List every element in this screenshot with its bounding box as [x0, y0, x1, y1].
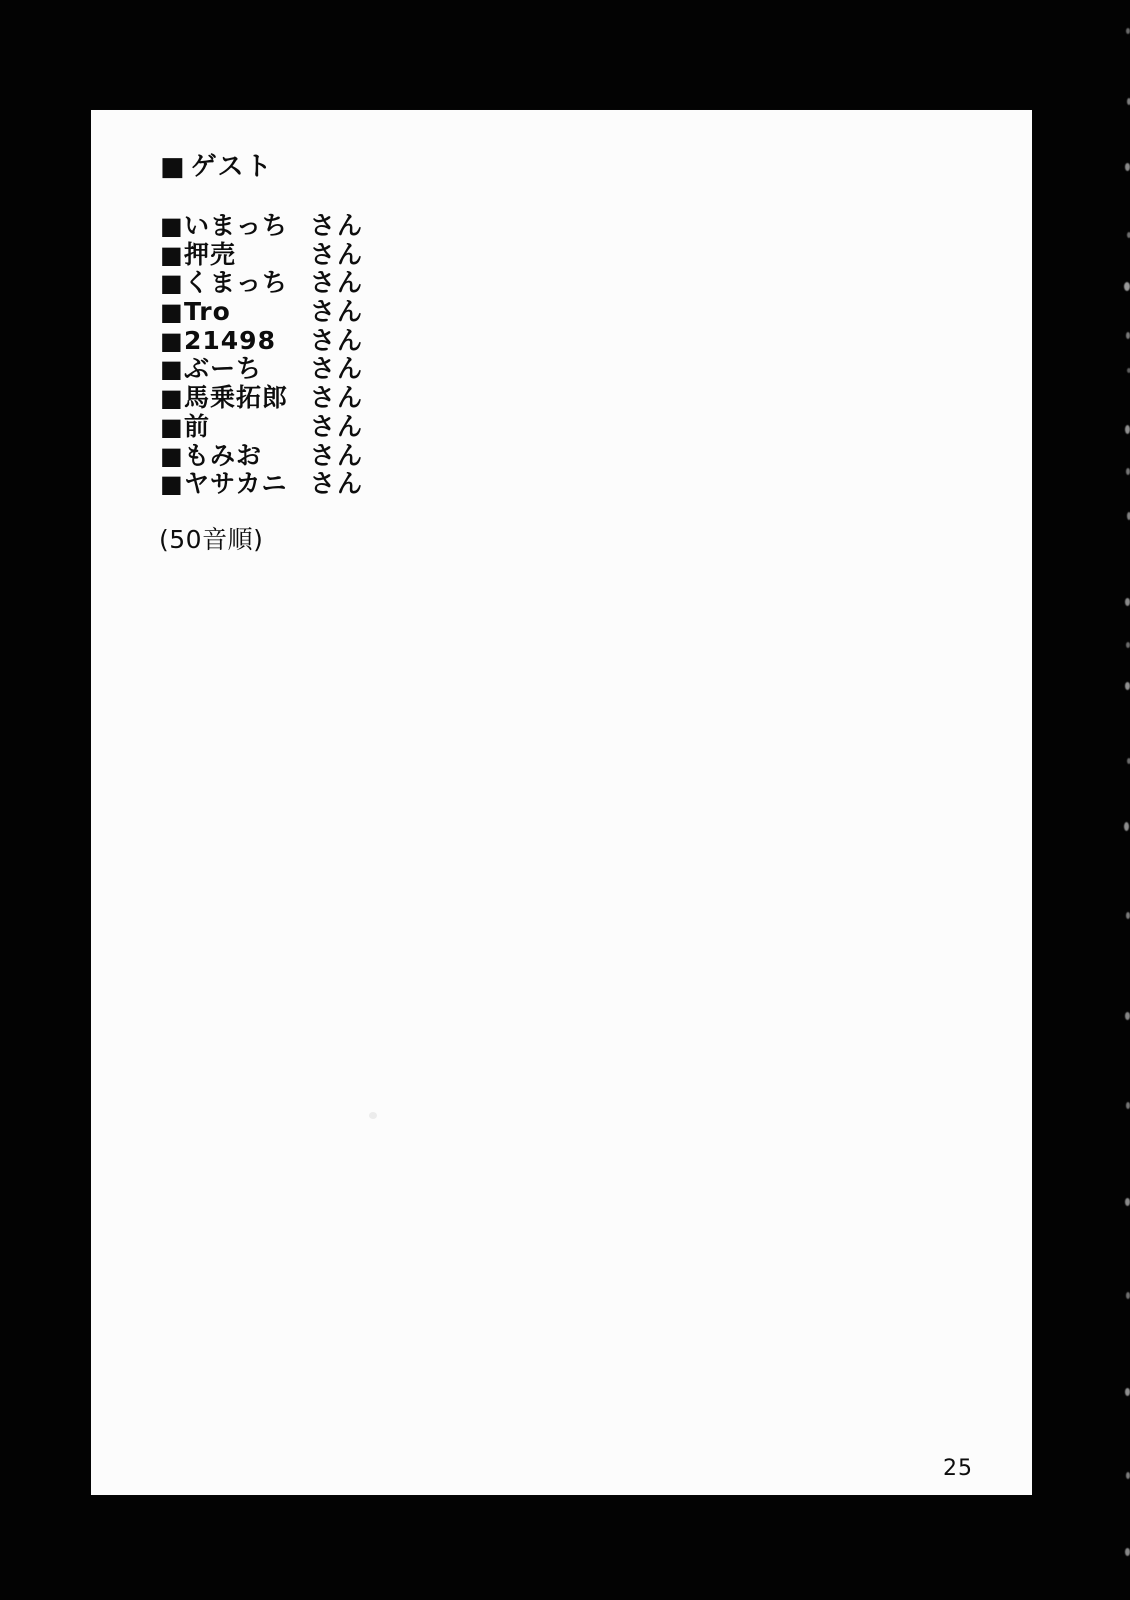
guest-name: Tro: [184, 297, 231, 327]
scan-noise-speck: [1125, 1198, 1130, 1206]
guest-honorific: さん: [310, 354, 365, 384]
scan-noise-speck: [1125, 163, 1130, 171]
guest-row: [160, 464, 365, 499]
guest-honorific: さん: [310, 239, 365, 269]
guest-name: いまっち: [184, 211, 289, 240]
page-number: 25: [943, 1456, 973, 1481]
guest-honorific: さん: [310, 469, 365, 499]
square-bullet-icon: ■: [160, 240, 183, 269]
guest-honorific: さん: [310, 440, 365, 470]
guest-name: 21498: [184, 325, 276, 355]
guest-honorific: さん: [310, 411, 365, 441]
guest-name: もみお: [184, 440, 263, 470]
scan-noise-speck: [1125, 1012, 1130, 1020]
scan-noise-speck: [1126, 912, 1130, 919]
square-bullet-icon: ■: [160, 212, 183, 240]
guest-row: [160, 378, 365, 413]
scan-noise-speck: [1124, 822, 1129, 831]
square-bullet-icon: ■: [160, 412, 183, 441]
square-bullet-icon: ■: [160, 298, 183, 327]
guest-name: ヤサカニ: [184, 469, 288, 499]
scan-noise-speck: [1125, 1388, 1130, 1396]
square-bullet-icon: ■: [160, 269, 183, 298]
guest-name: くまっち: [184, 268, 289, 298]
square-bullet-icon: ■: [160, 355, 183, 384]
guest-list: [160, 206, 365, 499]
scan-noise-speck: [1126, 642, 1130, 648]
guest-row: [160, 206, 365, 240]
page-title: [160, 146, 274, 183]
guest-row: [160, 263, 365, 298]
square-bullet-icon: ■: [160, 384, 183, 413]
scan-noise-speck: [1125, 1548, 1130, 1556]
square-bullet-icon: ■: [160, 470, 183, 499]
square-bullet-icon: ■: [160, 326, 183, 355]
scan-noise-speck: [1126, 28, 1130, 34]
guest-row: [160, 436, 365, 470]
scan-noise-speck: [1126, 1292, 1130, 1299]
guest-honorific: さん: [310, 297, 365, 327]
guest-row: [160, 235, 365, 269]
scan-noise-speck: [1125, 598, 1130, 606]
scan-noise-speck: [1126, 332, 1130, 339]
guest-honorific: さん: [310, 325, 365, 355]
guest-name: ぶーち: [184, 354, 263, 384]
scan-noise-speck: [1126, 468, 1130, 475]
square-bullet-icon: ■: [160, 441, 183, 470]
square-bullet-icon: ■: [160, 152, 187, 182]
sort-order-note: (50音順): [159, 525, 264, 554]
document-page: [91, 110, 1032, 1495]
guest-name: 馬乗拓郎: [184, 383, 289, 413]
scan-noise-speck: [1126, 1472, 1130, 1479]
scan-noise-speck: [1126, 1102, 1130, 1109]
guest-name: 押売: [184, 239, 237, 269]
scan-noise-speck: [369, 1112, 377, 1119]
guest-row: [160, 407, 365, 441]
guest-row: [160, 321, 365, 355]
guest-row: [160, 349, 365, 384]
scan-noise-speck: [1125, 425, 1130, 434]
guest-honorific: さん: [310, 383, 365, 413]
scan-noise-speck: [1124, 282, 1130, 291]
page-title-label: ゲスト: [190, 152, 274, 182]
scan-noise-speck: [1125, 682, 1130, 690]
guest-honorific: さん: [310, 211, 365, 240]
guest-name: 前: [184, 411, 211, 441]
guest-honorific: さん: [310, 268, 365, 298]
guest-row: [160, 292, 365, 327]
